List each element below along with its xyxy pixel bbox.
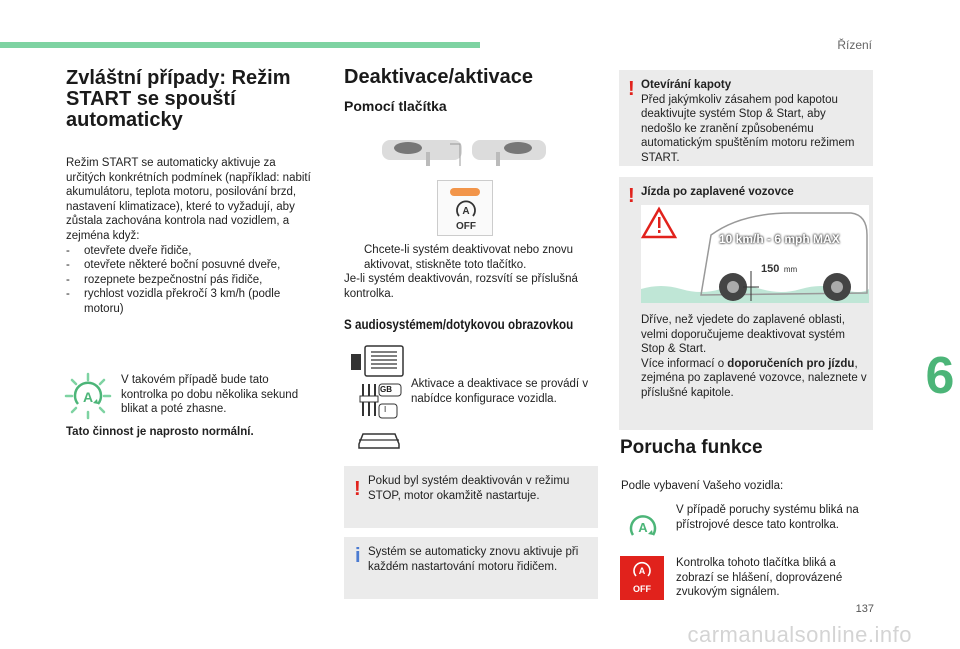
condition-item: - otevřete některé boční posuvné dveře,	[66, 258, 318, 273]
auto-a-icon	[632, 560, 652, 580]
restart-warning-box	[344, 466, 598, 528]
normal-operation-note: Tato činnost je naprosto normální.	[66, 426, 254, 438]
gb-label: GB	[380, 385, 392, 394]
warning-icon: !	[628, 185, 635, 207]
hood-warning-box	[619, 70, 873, 166]
deactivation-title: Deaktivace/aktivace	[344, 66, 534, 88]
hood-warning-text: Před jakýmkoliv zásahem pod kapotou deaktivujte systém Stop & Start, aby nedošlo ke zranění způsobenému automatickým spuštěním motoru režimem START.	[641, 93, 855, 164]
i-label: I	[384, 405, 387, 414]
flood-advice: Dříve, než vjedete do zaplavené oblasti, velmi doporučujeme deaktivovat systém Stop & Start.	[641, 314, 845, 356]
flood-warning-text	[641, 313, 869, 401]
svg-text:A: A	[82, 389, 94, 405]
condition-list	[66, 244, 318, 317]
speed-limit-label: 10 km/h - 6 mph MAX	[719, 232, 840, 246]
warning-icon: !	[354, 478, 361, 500]
fault-warning-lamp-icon	[626, 509, 660, 543]
special-cases-title: Zvláštní případy: Režim START se spouští automaticky	[66, 67, 291, 131]
left-intro-text: Režim START se automaticky aktivuje za určitých konkrétních podmínek (například: nabití akumulátoru, teplota motoru, posilování brzd, nastavení klimatizace), které to vyžadují, aby zůstala zachována kontrola nad vozidlem, a zejména když:	[66, 157, 311, 242]
flooded-road-illustration	[641, 205, 869, 303]
flood-more-info-suffix: , zejména po zaplavené vozovce, naleznete v příslušné kapitole.	[641, 357, 867, 399]
button-instructions	[344, 243, 594, 301]
fault-off-button-icon	[620, 556, 664, 600]
reactivation-info-text: Systém se automaticky znovu aktivuje při každém nastartování motoru řidičem.	[368, 546, 579, 573]
watermark: carmanualsonline.info	[687, 622, 912, 647]
reactivation-info-box	[344, 537, 598, 599]
info-icon: i	[355, 545, 361, 567]
audio-subheading: S audiosystémem/dotykovou obrazovkou	[344, 316, 574, 332]
driving-tips-reference: doporučeních pro jízdu	[727, 357, 855, 370]
chapter-number: 6	[925, 347, 955, 405]
warning-icon: !	[628, 78, 635, 100]
button-note: Je-li systém deaktivován, rozsvítí se příslušná kontrolka.	[344, 273, 578, 300]
condition-item: - rychlost vozidla překročí 3 km/h (podle motoru)	[66, 287, 318, 316]
auto-a-icon	[454, 199, 478, 221]
depth-value: 150	[761, 263, 780, 275]
off-label: OFF	[633, 584, 651, 594]
header-color-bar	[0, 42, 480, 48]
button-step	[344, 243, 594, 272]
svg-text:A: A	[462, 206, 470, 217]
depth-label	[761, 259, 797, 277]
page-number: 137	[855, 603, 874, 615]
hood-warning-content	[641, 78, 867, 166]
lamp-description: V takovém případě bude tato kontrolka po dobu několika sekund blikat a poté zhasne.	[121, 374, 299, 416]
malfunction-title: Porucha funkce	[620, 437, 763, 458]
svg-text:A: A	[638, 520, 648, 535]
button-step-text: Chcete-li systém deaktivovat nebo znovu aktivovat, stiskněte toto tlačítko.	[364, 244, 574, 271]
restart-warning-text: Pokud byl systém deaktivován v režimu STOP, motor okamžitě nastartuje.	[368, 475, 570, 502]
flood-more-info-prefix: Více informací o	[641, 357, 728, 370]
flood-warning-box	[619, 177, 873, 430]
button-indicator-lamp	[450, 188, 480, 196]
fault-intro: Podle vybavení Vašeho vozidla:	[621, 480, 784, 492]
condition-item: - otevřete dveře řidiče,	[66, 244, 318, 259]
fault-button-description: Kontrolka tohoto tlačítka bliká a zobrazí se hlášení, doprovázené zvukovým signálem.	[676, 557, 843, 599]
section-title: Řízení	[837, 38, 872, 52]
left-intro-block	[66, 156, 318, 317]
svg-text:A: A	[638, 566, 646, 576]
button-subheading: Pomocí tlačítka	[344, 98, 447, 114]
fault-lamp-description: V případě poruchy systému bliká na přístrojové desce tato kontrolka.	[676, 504, 859, 531]
flood-warning-title: Jízda po zaplavené vozovce	[641, 186, 794, 198]
condition-item: - rozepnete bezpečnostní pás řidiče,	[66, 273, 318, 288]
touchscreen-menu-icons	[349, 344, 409, 454]
stop-start-button[interactable]	[437, 180, 493, 236]
steering-wheel-locations-icon	[378, 134, 550, 174]
hood-warning-title: Otevírání kapoty	[641, 79, 732, 91]
audio-instructions: Aktivace a deaktivace se provádí v nabídce konfigurace vozidla.	[411, 378, 589, 405]
off-label: OFF	[456, 221, 476, 232]
depth-unit: mm	[783, 265, 798, 274]
auto-start-lamp-icon	[64, 372, 112, 420]
flood-more-info	[641, 357, 869, 401]
